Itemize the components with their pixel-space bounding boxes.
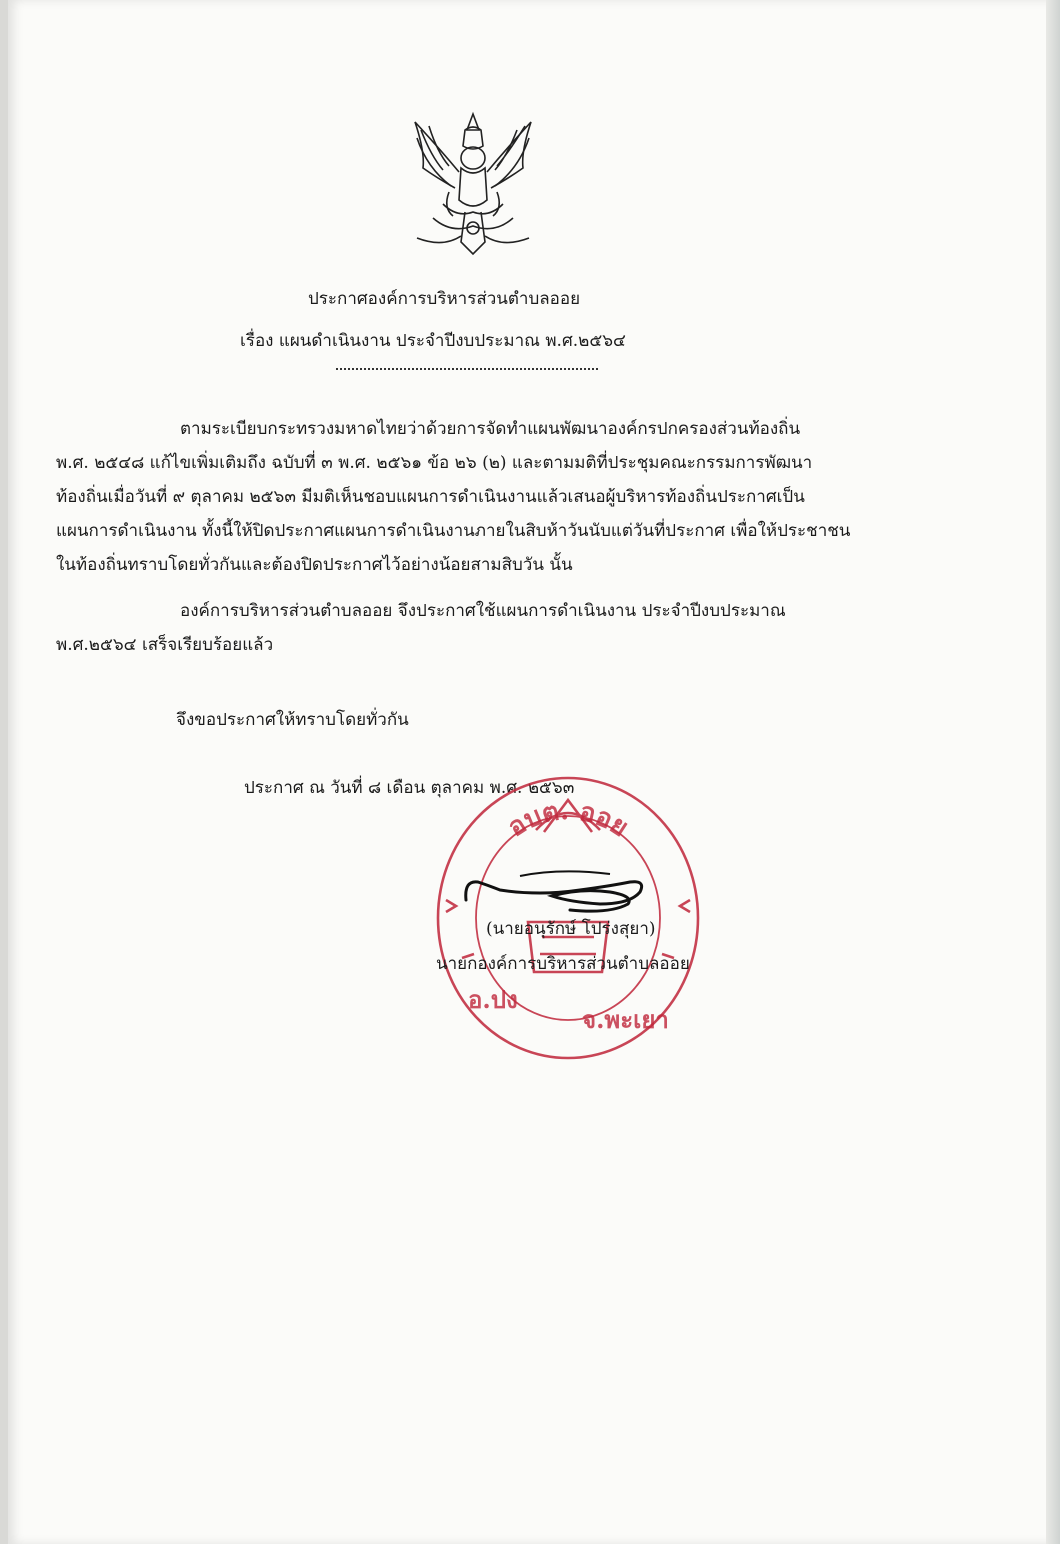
date-line: ประกาศ ณ วันที่ ๘ เดือน ตุลาคม พ.ศ. ๒๕๖๓ bbox=[244, 778, 575, 798]
stamp-bottom-left-text: อ.ปง bbox=[468, 985, 518, 1014]
signer-title: นายกองค์การบริหารส่วนตำบลออย bbox=[436, 954, 690, 974]
stamp-top-text: อบต. ออย bbox=[502, 796, 634, 844]
page-edge bbox=[1046, 0, 1060, 1544]
svg-text:อบต. ออย bbox=[503, 796, 634, 843]
paragraph-1-line: พ.ศ. ๒๕๔๘ แก้ไขเพิ่มเติมถึง ฉบับที่ ๓ พ.ศ. ๒๕๖๑ ข้อ ๒๖ (๒) และตามมติที่ประชุมคณะกรรมการพัฒนา bbox=[56, 453, 813, 473]
paragraph-1-line: แผนการดำเนินงาน ทั้งนี้ให้ปิดประกาศแผนการดำเนินงานภายในสิบห้าวันนับแต่วันที่ประกาศ เพื่อให้ประชาชน bbox=[56, 521, 851, 541]
paragraph-2 bbox=[56, 594, 911, 662]
header-divider bbox=[336, 368, 598, 370]
header-line1: ประกาศองค์การบริหารส่วนตำบลออย bbox=[308, 289, 581, 309]
stamp-bottom-right-text: จ.พะเยา bbox=[582, 1005, 669, 1034]
paragraph-1-line: ท้องถิ่นเมื่อวันที่ ๙ ตุลาคม ๒๕๖๓ มีมติเห็นชอบแผนการดำเนินงานแล้วเสนอผู้บริหารท้องถิ่นประกาศเป็น bbox=[56, 487, 805, 507]
closing-line: จึงขอประกาศให้ทราบโดยทั่วกัน bbox=[176, 710, 409, 730]
paragraph-1-line: ตามระเบียบกระทรวงมหาดไทยว่าด้วยการจัดทำแผนพัฒนาองค์กรปกครองส่วนท้องถิ่น bbox=[180, 419, 801, 439]
paragraph-1 bbox=[56, 412, 911, 582]
document-page bbox=[8, 0, 1060, 1544]
signer-name: (นายอนุรักษ์ โปร่งสุยา) bbox=[486, 919, 656, 939]
header-line2: เรื่อง แผนดำเนินงาน ประจำปีงบประมาณ พ.ศ.๒๕๖๔ bbox=[240, 331, 626, 351]
paragraph-2-line: พ.ศ.๒๕๖๔ เสร็จเรียบร้อยแล้ว bbox=[56, 635, 274, 655]
paragraph-2-line: องค์การบริหารส่วนตำบลออย จึงประกาศใช้แผนการดำเนินงาน ประจำปีงบประมาณ bbox=[180, 601, 786, 621]
garuda-emblem-icon bbox=[403, 108, 543, 260]
paragraph-1-line: ในท้องถิ่นทราบโดยทั่วกันและต้องปิดประกาศไว้อย่างน้อยสามสิบวัน นั้น bbox=[56, 555, 573, 575]
handwritten-signature bbox=[460, 860, 660, 920]
